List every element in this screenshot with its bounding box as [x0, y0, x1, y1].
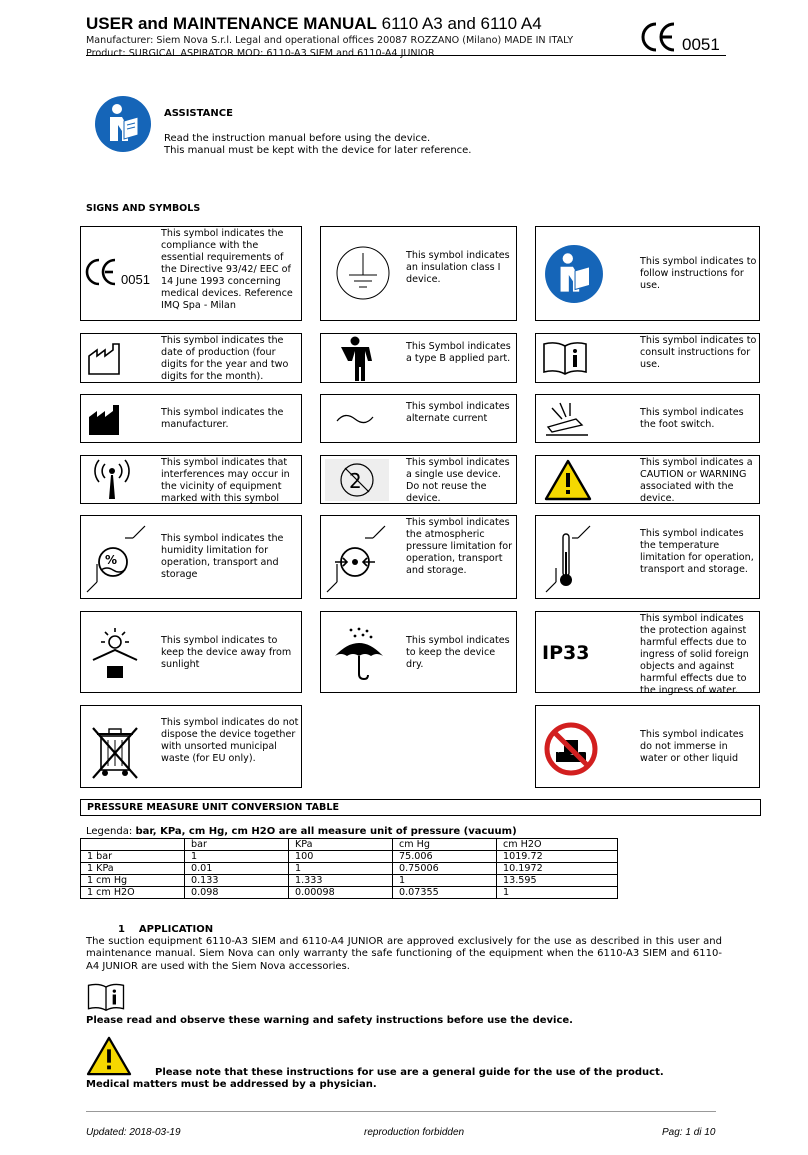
do-not-immerse-icon	[544, 722, 598, 776]
sign-interference-text: This symbol indicates that interferences may occur in the vicinity of equipment marked with this symbol	[161, 457, 290, 504]
table-row	[81, 863, 618, 875]
header-divider	[86, 55, 726, 56]
table-cell: 100	[289, 851, 393, 863]
table-cell: bar	[185, 839, 289, 851]
application-paragraph: The suction equipment 6110-A3 SIEM and 6110-A4 JUNIOR are approved exclusively for the use as described in this user and maintenance manual. Siem Nova can only warranty the safe functioning of the equipment when the 6110-A3 SIEM and 6110-A4 JUNIOR are used with the Siem Nova accessories.	[86, 936, 722, 972]
manual-title: USER and MAINTENANCE MANUAL 6110 A3 and 6110 A4	[86, 14, 542, 33]
sign-foot	[535, 394, 760, 443]
sign-single	[320, 455, 517, 504]
table-cell: KPa	[289, 839, 393, 851]
type-b-applied-part-icon	[337, 336, 373, 382]
table-header-row	[81, 839, 618, 851]
table-cell: 1 cm Hg	[81, 875, 185, 887]
ce-mark-small-icon	[85, 257, 155, 287]
consult-instructions-icon	[86, 982, 126, 1012]
sign-alternate	[320, 394, 517, 443]
sign-ce	[80, 226, 302, 321]
table-cell: 1.333	[289, 875, 393, 887]
table-cell: 1	[497, 887, 618, 899]
product-line: Product: SURGICAL ASPIRATOR MOD: 6110-A3 SIEM and 6110-A4 JUNIOR	[86, 48, 435, 59]
manufacturer-icon	[87, 401, 127, 437]
table-cell: 1	[289, 863, 393, 875]
read-manual-icon	[94, 95, 152, 153]
sign-dry	[320, 611, 517, 693]
table-cell: 0.01	[185, 863, 289, 875]
sign-sunlight	[80, 611, 302, 693]
sign-pressure	[320, 515, 517, 599]
keep-dry-icon	[331, 626, 387, 682]
keep-away-from-sunlight-icon	[87, 626, 143, 682]
conversion-legend: Legenda: bar, KPa, cm Hg, cm H2O are all measure unit of pressure (vacuum)	[86, 826, 517, 837]
table-cell: 0.133	[185, 875, 289, 887]
application-heading: 1 APPLICATION	[118, 924, 214, 935]
sign-caution-text: This symbol indicates a CAUTION or WARNING associated with the device.	[640, 457, 753, 504]
table-cell: 13.595	[497, 875, 618, 887]
table-cell: 1	[185, 851, 289, 863]
non-ionizing-radiation-icon	[87, 459, 137, 501]
protective-earth-icon	[335, 245, 391, 301]
footer-updated: Updated: 2018-03-19	[86, 1127, 181, 1138]
manufacturer-line: Manufacturer: Siem Nova S.r.l. Legal and operational offices 20087 ROZZANO (Milano) MADE IN ITALY	[86, 35, 574, 46]
sign-consult-text: This symbol indicates to consult instructions for use.	[640, 335, 757, 370]
sign-manufacturer-text: This symbol indicates the manufacturer.	[161, 407, 284, 430]
table-cell: 0.07355	[393, 887, 497, 899]
sign-ip	[535, 611, 760, 696]
table-cell: 75.006	[393, 851, 497, 863]
single-use-icon	[325, 459, 389, 501]
sign-immerse-text: This symbol indicates do not immerse in water or other liquid	[640, 729, 744, 764]
sign-pressure-text: This symbol indicates the atmospheric pressure limitation for operation, transport and storage.	[406, 517, 513, 576]
sign-dry-text: This symbol indicates to keep the device dry.	[406, 635, 510, 670]
table-cell: 1	[393, 875, 497, 887]
sign-typeb	[320, 333, 517, 383]
table-cell: 0.00098	[289, 887, 393, 899]
sign-manufacturer	[80, 394, 302, 443]
ce-small-number: 0051	[121, 272, 150, 287]
sign-follow-text: This symbol indicates to follow instructions for use.	[640, 256, 757, 291]
table-cell: cm Hg	[393, 839, 497, 851]
sign-sunlight-text: This symbol indicates to keep the device away from sunlight	[161, 635, 292, 670]
sign-typeb-text: This Symbol indicates a type B applied part.	[406, 341, 511, 364]
sign-insulation	[320, 226, 517, 321]
svg-text:%: %	[105, 553, 118, 567]
sign-production	[80, 333, 302, 383]
sign-ce-text: This symbol indicates the compliance with the essential requirements of the Directive 93/42/ EEC of 14 June 1993 concerning medical devices. Reference IMQ Spa - Milan	[161, 228, 293, 311]
table-row	[81, 875, 618, 887]
table-row	[81, 851, 618, 863]
sign-humidity	[80, 515, 302, 599]
table-cell: 1 bar	[81, 851, 185, 863]
sign-follow	[535, 226, 760, 321]
assistance-title: ASSISTANCE	[164, 108, 233, 119]
table-cell: 0.098	[185, 887, 289, 899]
follow-instructions-icon	[544, 244, 604, 304]
sign-single-text: This symbol indicates a single use device. Do not reuse the device.	[406, 457, 510, 504]
humidity-limitation-icon	[85, 524, 147, 594]
sign-humidity-text: This symbol indicates the humidity limitation for operation, transport and storage	[161, 533, 284, 580]
table-cell: cm H2O	[497, 839, 618, 851]
table-cell	[81, 839, 185, 851]
sign-production-text: This symbol indicates the date of production (four digits for the year and two digits for the month).	[161, 335, 289, 382]
table-cell: 0.75006	[393, 863, 497, 875]
weee-crossed-bin-icon	[91, 724, 141, 780]
signs-heading: SIGNS AND SYMBOLS	[86, 203, 201, 214]
sign-waste	[80, 705, 302, 788]
sign-consult	[535, 333, 760, 383]
sign-temperature	[535, 515, 760, 599]
table-cell: 10.1972	[497, 863, 618, 875]
sign-waste-text: This symbol indicates do not dispose the device together with unsorted municipal waste (for EU only).	[161, 717, 299, 764]
warning-triangle-icon	[544, 459, 592, 501]
warning-physician: Medical matters must be addressed by a physician.	[86, 1079, 377, 1090]
footer-reproduction: reproduction forbidden	[364, 1127, 465, 1138]
assistance-line-2: This manual must be kept with the device for later reference.	[164, 145, 472, 156]
alternating-current-icon	[335, 411, 375, 427]
table-cell: 1 cm H2O	[81, 887, 185, 899]
table-cell: 1 KPa	[81, 863, 185, 875]
conversion-table	[80, 838, 618, 899]
table-cell: 1019.72	[497, 851, 618, 863]
ip33-label: IP33	[542, 642, 590, 664]
ce-mark-icon	[640, 20, 730, 54]
consult-instructions-icon	[542, 340, 588, 376]
sign-immerse	[535, 705, 760, 788]
sign-interference	[80, 455, 302, 504]
assistance-line-1: Read the instruction manual before using the device.	[164, 133, 431, 144]
ce-number: 0051	[682, 35, 720, 54]
warning-triangle-icon	[86, 1036, 132, 1076]
conversion-title: PRESSURE MEASURE UNIT CONVERSION TABLE	[80, 799, 761, 816]
page-header	[86, 14, 726, 60]
footer-divider	[86, 1111, 716, 1112]
sign-temperature-text: This symbol indicates the temperature limitation for operation, transport and storage.	[640, 528, 754, 575]
warning-general-guide: Please note that these instructions for use are a general guide for the use of the product.	[155, 1067, 664, 1078]
assistance-block	[94, 95, 734, 155]
temperature-limitation-icon	[544, 524, 592, 594]
date-of-production-icon	[87, 340, 127, 376]
sign-foot-text: This symbol indicates the foot switch.	[640, 407, 744, 430]
sign-caution	[535, 455, 760, 504]
sign-ip-text: This symbol indicates the protection against harmful effects due to ingress of solid foreign objects and against harmful effects due to the ingress of water.	[640, 613, 749, 696]
warning-read-instructions: Please read and observe these warning and safety instructions before use the device.	[86, 1015, 573, 1026]
footer-page-number: Pag: 1 di 10	[662, 1127, 716, 1138]
atmospheric-pressure-icon	[325, 524, 387, 594]
foot-switch-icon	[542, 399, 592, 439]
table-row	[81, 887, 618, 899]
svg-text:2: 2	[349, 469, 362, 493]
sign-alternate-text: This symbol indicates alternate current	[406, 401, 510, 424]
sign-insulation-text: This symbol indicates an insulation class I device.	[406, 250, 510, 285]
